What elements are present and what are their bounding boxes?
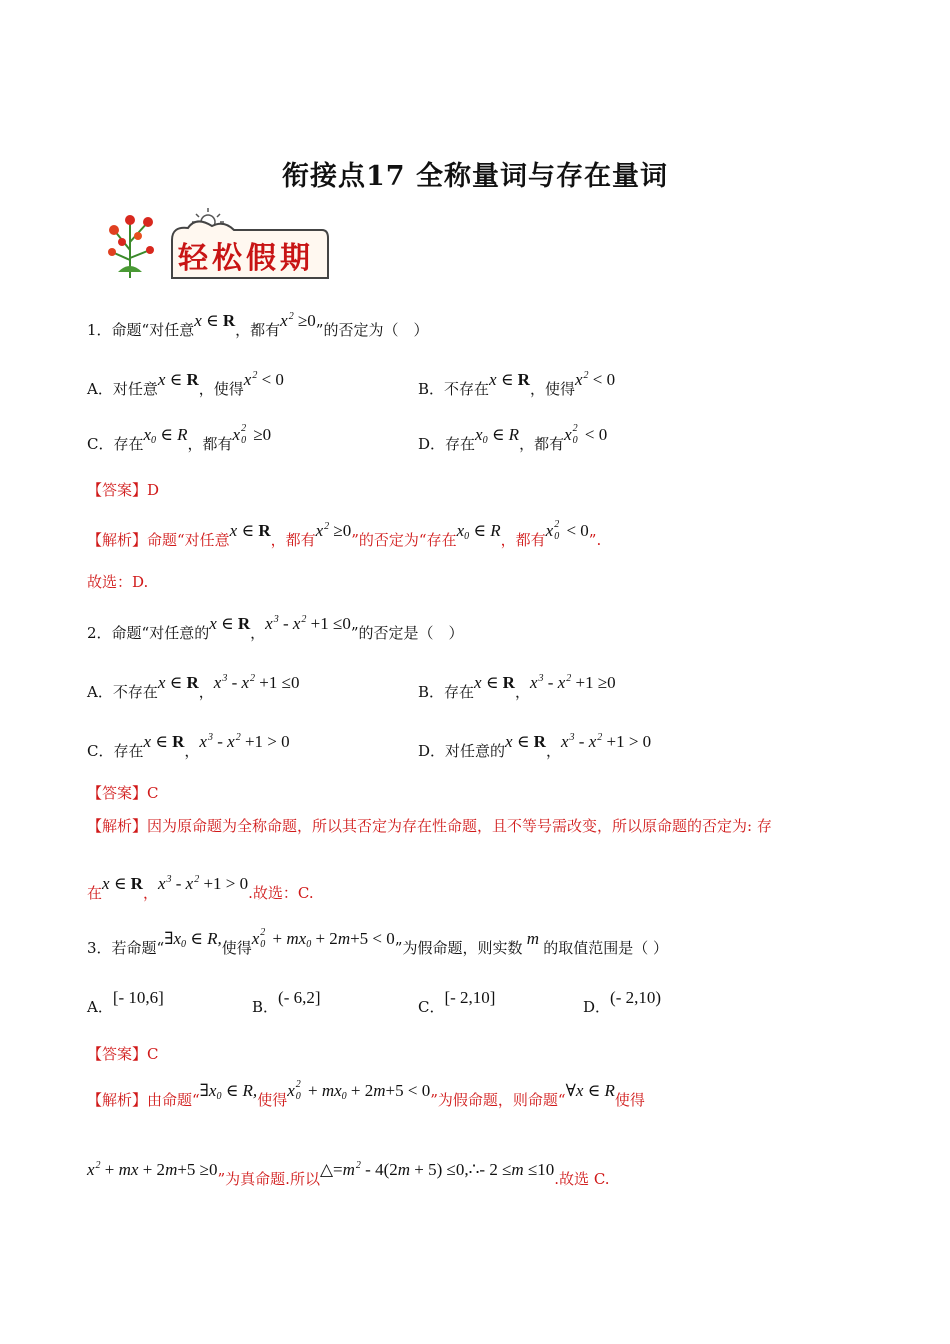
q2-analysis-line1: 【解析】因为原命题为全称命题，所以其否定为存在性命题，且不等号需改变，所以原命题的否定为: 存: [87, 817, 772, 835]
q1-answer: 【答案】D: [87, 481, 160, 499]
q2-analysis-line2: 在x ∈ R，$x^3 - x^2 +1 > 0$.故选：C.: [87, 874, 314, 902]
banner-text: 轻松假期: [178, 241, 314, 276]
flower-plant-icon: [108, 215, 154, 278]
math-x2-ge-0: $x^2 \ge 0$: [280, 311, 316, 330]
q2-option-a[interactable]: A．不存在x ∈ R，$x^3 - x^2 +1 \le 0$: [87, 673, 300, 701]
math-x-in-R: x ∈ R: [194, 311, 236, 330]
page-title: 衔接点17 全称量词与存在量词: [282, 161, 668, 192]
q2-option-c[interactable]: C．存在x ∈ R，$x^3 - x^2 +1 > 0$: [87, 732, 290, 760]
q3-option-c[interactable]: C．[- 2,10]: [418, 988, 496, 1016]
q1-analysis: 【解析】命题“对任意x ∈ R，都有$x^2 \ge 0$”的否定为“存在$x_0$ ∈ R，都有x 2 0 < 0”.: [87, 519, 602, 549]
q3-analysis-line2: $x^2$ + mx + 2m+5 ≥0”为真命题.所以$\triangle=m^2 - 4(2m + 5)$ ≤0,∴- 2 ≤m ≤10.故选 C.: [87, 1160, 610, 1188]
q3-option-d[interactable]: D．(- 2,10): [583, 988, 662, 1016]
q3-option-b[interactable]: B．(- 6,2]: [252, 988, 321, 1016]
q1-option-a[interactable]: A．对任意x ∈ R，使得$x^2 < 0$: [87, 370, 284, 398]
q3-answer: 【答案】C: [87, 1045, 159, 1063]
q1-option-c[interactable]: C．存在$x_0$ ∈ R，都有x 2 0 ≥0: [87, 423, 272, 453]
q2-stem: 2．命题“对任意的x ∈ R，$x^3 - x^2 +1 \le 0$”的否定是（ ）: [87, 614, 464, 642]
q2-answer: 【答案】C: [87, 784, 159, 802]
q3-stem: 3．若命题“$\exists x_0$ ∈ R,使得x 2 0 + $mx_0 + 2m+5 < 0$”为假命题，则实数 m 的取值范围是（ ）: [87, 927, 669, 957]
q1-option-d[interactable]: D．存在$x_0$ ∈ R，都有x 2 0 < 0: [418, 423, 608, 453]
q3-option-a[interactable]: A．[- 10,6]: [87, 988, 164, 1016]
q2-option-d[interactable]: D．对任意的x ∈ R，$x^3 - x^2 +1 > 0$: [418, 732, 652, 760]
q1-option-b[interactable]: B．不存在x ∈ R，使得$x^2 < 0$: [418, 370, 616, 398]
holiday-banner: [100, 200, 330, 282]
q3-analysis-line1: 【解析】由命题“$\exists x_0$ ∈ R,使得x 2 0 + $mx_0 + 2m+5 < 0$”为假命题，则命题“∀x ∈ R使得: [87, 1079, 645, 1109]
q1-conclusion: 故选：D.: [87, 573, 149, 591]
q1-stem: 1．命题“对任意x ∈ R，都有$x^2 \ge 0$”的否定为（ ）: [87, 311, 429, 339]
q2-option-b[interactable]: B．存在x ∈ R，$x^3 - x^2 +1 \ge 0$: [418, 673, 616, 701]
